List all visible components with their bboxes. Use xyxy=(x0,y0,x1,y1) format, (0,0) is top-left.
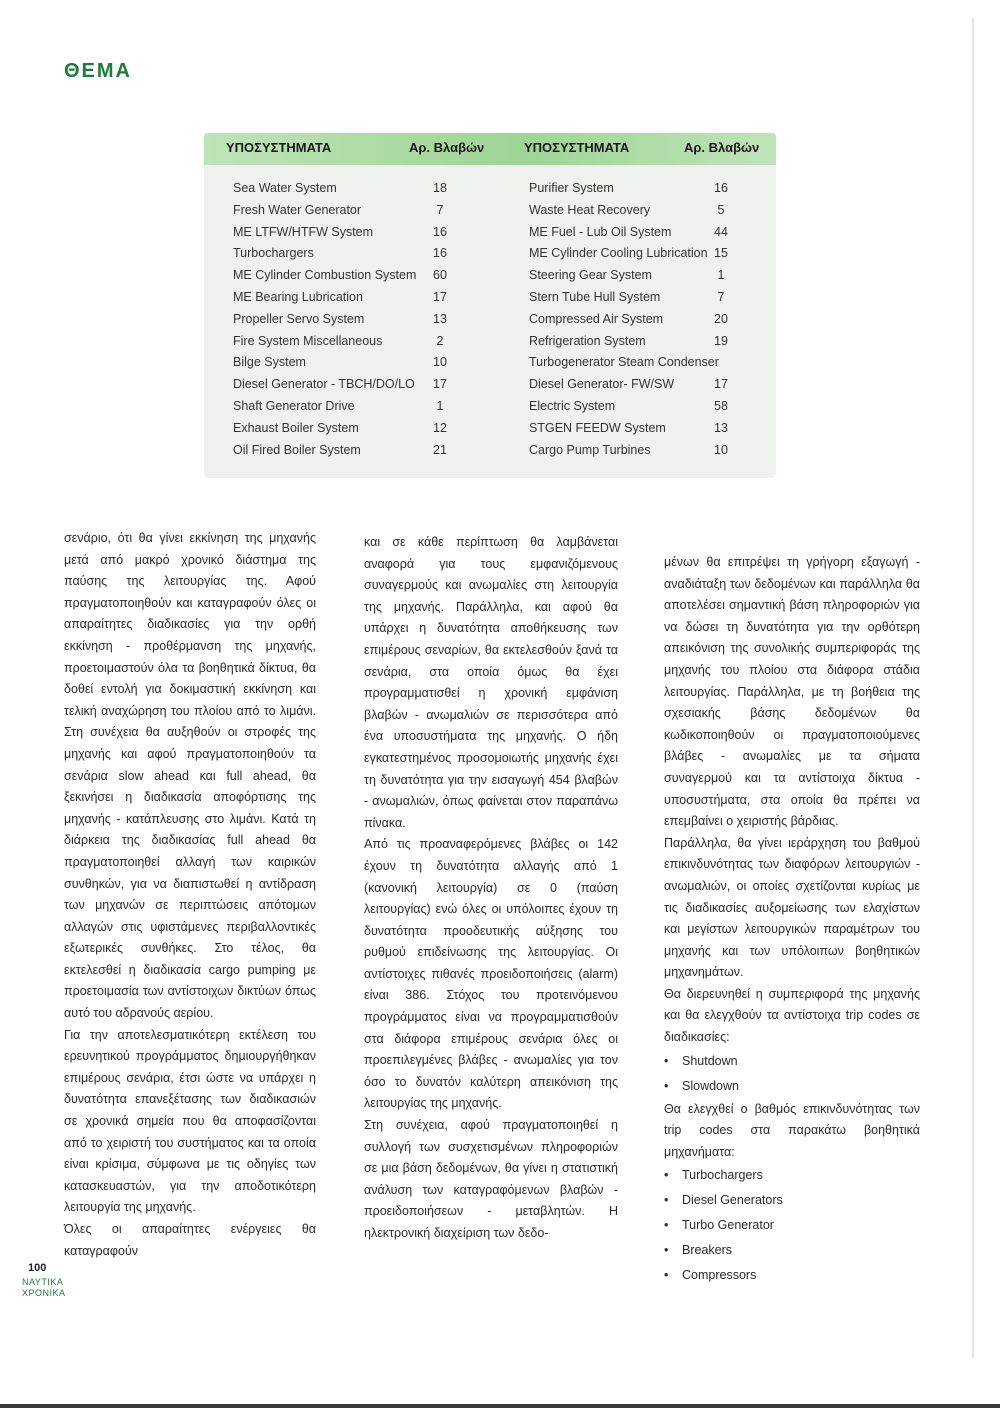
paragraph: Στη συνέχεια, αφού πραγματοποιηθεί η συλλογή των συσχετισμένων πληροφοριών σε μια βάση δεδομένων, θα γίνει η στατιστική ανάλυση των καταγραφόμενων βλαβών - προειδοποιήσεων - μεταβλητών. Η ηλεκτρονική διαχείριση των δεδο- xyxy=(364,1118,618,1240)
right-fault-count: 17 xyxy=(714,377,728,392)
list-item: • Turbochargers xyxy=(664,1163,920,1188)
left-subsystem-name: ME Bearing Lubrication xyxy=(233,289,363,304)
left-fault-count: 16 xyxy=(433,224,447,239)
right-subsystem-name: Compressed Air System xyxy=(529,311,664,326)
page-edge xyxy=(972,18,974,1358)
left-fault-count: 17 xyxy=(433,377,447,392)
left-fault-count: 7 xyxy=(436,202,444,217)
list-item: • Compressors xyxy=(664,1263,920,1288)
magazine-brand-line-2: ΧΡΟΝΙΚΑ xyxy=(22,1288,66,1298)
header-subsystems-left: ΥΠΟΣΥΣΤΗΜΑΤΑ xyxy=(226,140,332,155)
header-faults-right: Αρ. Βλαβών xyxy=(684,140,760,155)
list-item: • Slowdown xyxy=(664,1074,920,1099)
right-subsystem-name: ME Cylinder Cooling Lubrication xyxy=(529,246,708,261)
left-fault-count: 12 xyxy=(433,420,447,435)
right-subsystem-name: Electric System xyxy=(529,398,616,413)
left-subsystem-name: ME Cylinder Combustion System xyxy=(233,268,417,283)
right-subsystem-name: Stern Tube Hull System xyxy=(529,289,661,304)
paragraph: σενάριο, ότι θα γίνει εκκίνηση της μηχανής μετά από μακρό χρονικό διάστημα της παύσης της λειτουργίας της. Αφού πραγματοποιηθούν και καταγραφούν όλες οι απαραίτητες διαδικασίες για την ορθή εκκίνηση - προθέρμανση της μηχανής, προετοιμαστούν όλα τα βοηθητικά δίκτυα, θα δοθεί εντολή για δοκιμαστική εκκίνηση και τελική αναχώρηση του πλοίου από το λιμάνι. Στη συνέχεια θα αυξηθούν οι στροφές της μηχανής και αφού πραγματοποιηθούν τα σενάρια slow ahead και full ahead, θα ξεκινήσει η διαδικασία αποφόρτισης της μηχανής - κατάπλευσης στο λιμάνι. Κατά τη διάρκεια της διαδικασίας full ahead θα πραγματοποιηθεί αλλαγή των καιρικών συνθηκών, για να διαπιστωθεί η αντίδραση των μηχανών σε περιπτώσεις απότομων αλλαγών στις υφιστάμενες περιβαλλοντικές εξωτερικές συνθήκες. Στο τέλος, θα εκτελεσθεί η διαδικασία cargo pumping με προετοιμασία των αντίστοιχων δικτύων όπως αυτό του αδρανούς αερίου. xyxy=(64,531,316,1021)
list-item: • Shutdown xyxy=(664,1049,920,1074)
table-header xyxy=(204,133,776,165)
page-number: 100 xyxy=(28,1262,47,1274)
left-subsystem-name: Propeller Servo System xyxy=(233,311,365,326)
paragraph: Θα ελεγχθεί ο βαθμός επικινδυνότητας των trip codes στα παρακάτω βοηθητικά μηχανήματα: xyxy=(664,1101,920,1159)
left-subsystem-name: Exhaust Boiler System xyxy=(233,420,359,435)
left-subsystem-name: Oil Fired Boiler System xyxy=(233,442,361,457)
right-fault-count xyxy=(706,352,736,374)
right-fault-count: 16 xyxy=(714,181,728,195)
paragraph: μένων θα επιτρέψει τη γρήγορη εξαγωγή - αναδιάταξη των δεδομένων και παράλληλα θα αποτελέσει σημαντική βάση πληροφοριών για να δώσει τη δυνατότητα για την ορθότερη απεικόνιση της συνολικής συμπεριφοράς της μηχανής του πλοίου στα διάφορα στάδια λειτουργίας. Παράλληλα, με τη βοήθεια της σχεσιακής βάσης δεδομένων θα κωδικοποιηθούν οι πραγματοποιούμενες βλάβες - ανωμαλίες με τα σήματα συναγερμού και τα αντίστοιχα δίκτυα - υποσυστήματα, στα οποία θα πρέπει να επεμβαίνει ο χειριστής βάρδιας. xyxy=(664,555,920,829)
bottom-rule xyxy=(0,1404,1000,1408)
left-subsystem-name: Turbochargers xyxy=(233,246,314,261)
right-fault-count: 15 xyxy=(714,246,728,261)
right-fault-count: 19 xyxy=(714,333,728,348)
left-subsystem-name: ME LTFW/HTFW System xyxy=(233,224,374,239)
paragraph: και σε κάθε περίπτωση θα λαμβάνεται αναφορά για τους εμφανιζόμενους συναγερμούς και ανωμαλίες στη λειτουργία της μηχανής. Παράλληλα, και αφού θα υπάρχει η δυνατότητα αποθήκευσης των επιμέρους σεναρίων, θα εκτελεσθούν ξανά τα σενάρια, στα οποία όμως θα έχει προγραμματισθεί η χρονική εμφάνιση βλαβών - ανωμαλιών σε περισσότερα από ένα υποσυστήματα της μηχανής. Ο ήδη εγκατεστημένος προσομοιωτής μηχανής έχει τη δυνατότητα για την εισαγωγή 454 βλαβών - ανωμαλιών, όπως φαίνεται στον παραπάνω πίνακα. xyxy=(364,535,618,830)
right-subsystem-name: Refrigeration System xyxy=(529,333,646,348)
right-subsystem-name: Waste Heat Recovery xyxy=(529,202,651,217)
right-fault-count: 58 xyxy=(714,398,728,413)
magazine-brand-line-1: ΝΑΥΤΙΚΑ xyxy=(22,1277,64,1287)
right-subsystem-name: Turbogenerator Steam Condenser xyxy=(529,355,719,370)
left-subsystem-name: Fresh Water Generator xyxy=(233,202,362,217)
text-column-1 xyxy=(64,528,316,1262)
left-fault-count: 2 xyxy=(436,333,444,348)
left-fault-count: 21 xyxy=(433,442,447,457)
paragraph: Θα διερευνηθεί η συμπεριφορά της μηχανής και θα ελεγχθούν τα αντίστοιχα trip codes σε διαδικασίες: xyxy=(664,986,920,1045)
auxiliary-machinery-list xyxy=(664,1163,920,1288)
right-subsystem-name: Steering Gear System xyxy=(529,268,652,283)
right-subsystem-name: STGEN FEEDW System xyxy=(529,420,666,435)
left-subsystem-names xyxy=(233,178,416,461)
left-subsystem-name: Fire System Miscellaneous xyxy=(233,333,383,348)
right-fault-count: 20 xyxy=(714,311,728,326)
right-subsystem-name: ME Fuel - Lub Oil System xyxy=(529,224,672,239)
right-subsystem-names xyxy=(529,178,719,461)
trip-procedures-list xyxy=(664,1049,920,1099)
left-subsystem-name: Shaft Generator Drive xyxy=(233,398,355,413)
right-subsystem-name: Cargo Pump Turbines xyxy=(529,442,651,457)
section-title: ΘΕΜΑ xyxy=(64,60,132,82)
header-faults-left: Αρ. Βλαβών xyxy=(409,140,485,155)
right-fault-count: 5 xyxy=(717,202,725,217)
left-fault-count: 13 xyxy=(433,311,447,326)
left-fault-count: 60 xyxy=(433,268,447,283)
right-subsystem-name: Diesel Generator- FW/SW xyxy=(529,377,675,392)
paragraph: Για την αποτελεσματικότερη εκτέλεση του ερευνητικού προγράμματος δημιουργήθηκαν επιμέρους σενάρια, έτσι ώστε να υπάρχει η δυνατότητα επανεξέτασης των διαδικασιών σε χρονικά σημεία που θα αποφασίζονται από το χειριστή του συστήματος και τα οποία είναι κρίσιμα, σύμφωνα με τις οδηγίες των κατασκευαστών, για την αποδοτικότερη λειτουργία της μηχανής. xyxy=(64,1027,316,1215)
left-subsystem-name: Bilge System xyxy=(233,355,306,370)
left-fault-count: 16 xyxy=(433,246,447,261)
faults-table xyxy=(204,133,776,478)
text-column-3 xyxy=(664,552,920,1288)
right-fault-count: 13 xyxy=(714,420,728,435)
paragraph: Από τις προαναφερόμενες βλάβες οι 142 έχουν τη δυνατότητα αλλαγής από 1 (κανονική λειτουργία) σε 0 (παύση λειτουργίας) ενώ όλες οι υπόλοιπες έχουν τη δυνατότητα προοδευτικής αύξησης του ρυθμού επιδείνωσης της λειτουργίας. Οι αντίστοιχες πιθανές προειδοποιήσεις (alarm) είναι 386. Στόχος του προτεινόμενου προγράμματος είναι να προγραμματισθούν στα διάφορα επιμέρους σενάρια όλες οι προεπιλεγμένες βλάβες - ανωμαλίες για τον όσο το δυνατόν καλύτερη απεικόνιση της λειτουργίας της μηχανής. xyxy=(364,837,618,1111)
list-item: • Breakers xyxy=(664,1238,920,1263)
paragraph: Όλες οι απαραίτητες ενέργειες θα καταγραφούν xyxy=(64,1222,316,1258)
text-column-2 xyxy=(364,532,618,1245)
paragraph: Παράλληλα, θα γίνει ιεράρχηση του βαθμού επικινδυνότητας των διαφόρων λειτουργιών - ανωμαλιών, οι οποίες σχετίζονται κυρίως με τις διαδικασίες αυξομείωσης των ελαχίστων και μεγίστων λειτουργικών παραμέτρων του μηχανής και των υπόλοιπων βοηθητικών μηχανημάτων. xyxy=(664,835,920,980)
right-fault-count: 10 xyxy=(714,442,728,457)
list-item: • Turbo Generator xyxy=(664,1213,920,1238)
left-fault-count: 17 xyxy=(433,289,447,304)
left-subsystem-name: Sea Water System xyxy=(233,181,337,195)
right-fault-count: 1 xyxy=(717,268,725,283)
left-fault-counts xyxy=(425,178,455,461)
left-fault-count: 10 xyxy=(433,355,447,370)
left-fault-count: 18 xyxy=(433,181,447,195)
right-fault-counts xyxy=(706,178,736,461)
list-item: • Diesel Generators xyxy=(664,1188,920,1213)
right-fault-count: 7 xyxy=(717,289,725,304)
header-subsystems-right: ΥΠΟΣΥΣΤΗΜΑΤΑ xyxy=(524,140,630,155)
left-subsystem-name: Diesel Generator - TBCH/DO/LO xyxy=(233,377,415,392)
right-fault-count: 44 xyxy=(714,224,728,239)
left-fault-count: 1 xyxy=(436,398,444,413)
right-subsystem-name: Purifier System xyxy=(529,181,614,195)
